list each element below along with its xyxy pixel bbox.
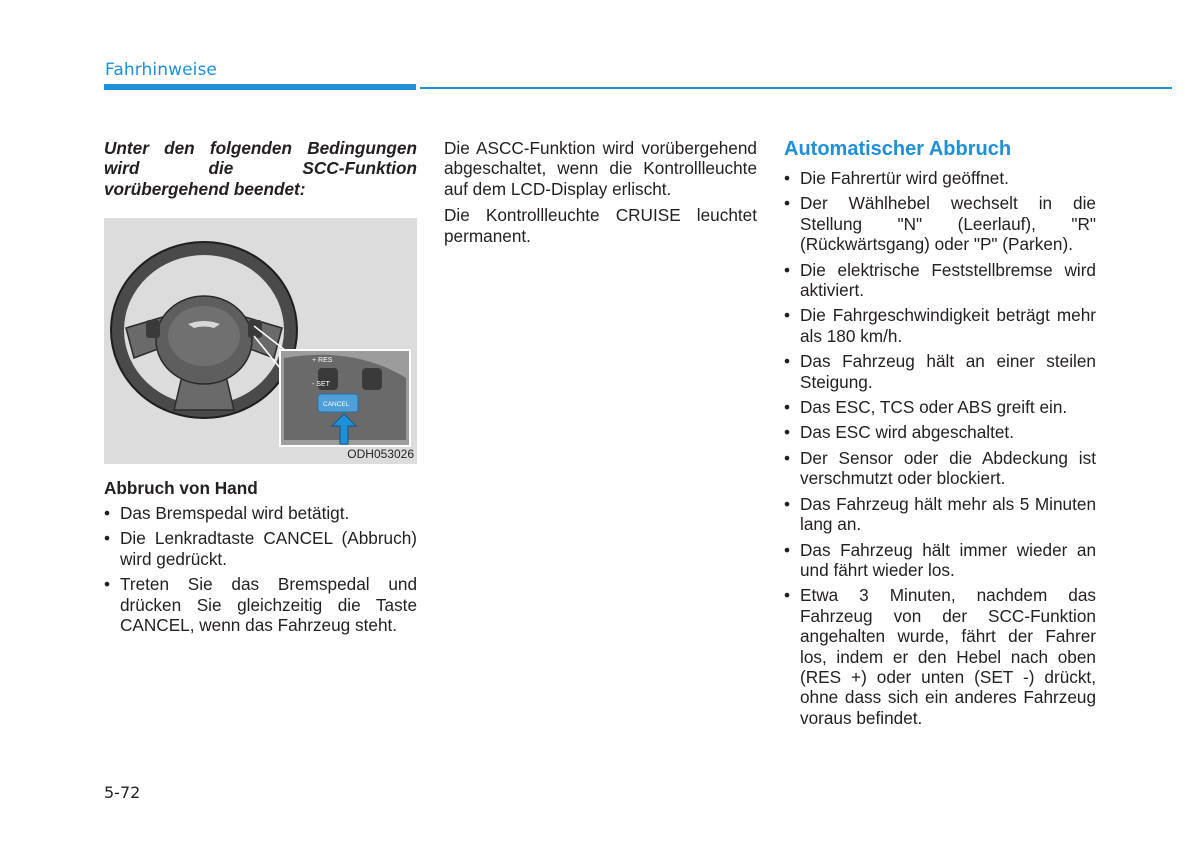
list-item: • Das Bremspedal wird betätigt. xyxy=(104,503,417,523)
left-column xyxy=(104,138,417,199)
auto-cancel-heading: Automatischer Abbruch xyxy=(784,138,1012,160)
italic-heading: Unter den folgenden Bedingungen wird die SCC-Funktion vorübergehend beendet: xyxy=(104,138,417,199)
paragraph: Die ASCC-Funktion wird vorübergehend abgeschaltet, wenn die Kontrollleuchte auf dem LCD-Display erlischt. xyxy=(444,138,757,199)
set-label: - SET xyxy=(312,381,330,388)
section-title: Fahrhinweise xyxy=(105,60,217,80)
list-item: • Das ESC wird abgeschaltet. xyxy=(784,422,1096,442)
list-item: • Das Fahrzeug hält mehr als 5 Minuten lang an. xyxy=(784,494,1096,535)
page-number: 5-72 xyxy=(104,783,141,802)
list-item: • Der Wählhebel wechselt in die Stellung "N" (Leerlauf), "R" (Rückwärtsgang) oder "P" (Parken). xyxy=(784,193,1096,254)
cancel-label: CANCEL xyxy=(323,401,350,408)
figure-label: ODH053026 xyxy=(347,447,414,461)
steering-wheel-illustration xyxy=(104,218,417,464)
manual-cancel-heading: Abbruch von Hand xyxy=(104,478,258,498)
list-item: • Die Lenkradtaste CANCEL (Abbruch) wird gedrückt. xyxy=(104,528,417,569)
list-item: • Etwa 3 Minuten, nachdem das Fahrzeug von der SCC-Funktion angehalten wurde, fährt der Fahrer los, indem er den Hebel nach oben (RES +) oder unten (SET -) drückt, ohne dass sich ein anderes Fahrzeug voraus befindet. xyxy=(784,585,1096,728)
middle-column xyxy=(444,138,757,252)
paragraph: Die Kontrollleuchte CRUISE leuchtet permanent. xyxy=(444,205,757,246)
list-item: • Das Fahrzeug hält immer wieder an und fährt wieder los. xyxy=(784,540,1096,581)
list-item: • Der Sensor oder die Abdeckung ist verschmutzt oder blockiert. xyxy=(784,448,1096,489)
manual-cancel-list xyxy=(104,503,417,640)
list-item: • Das Fahrzeug hält an einer steilen Steigung. xyxy=(784,351,1096,392)
header-rule-thick xyxy=(104,84,416,90)
res-label: + RES xyxy=(312,357,333,364)
steering-wheel-figure xyxy=(104,218,417,464)
auto-cancel-list xyxy=(784,168,1096,733)
list-item: • Das ESC, TCS oder ABS greift ein. xyxy=(784,397,1096,417)
list-item: • Die Fahrertür wird geöffnet. xyxy=(784,168,1096,188)
list-item: • Die Fahrgeschwindigkeit beträgt mehr als 180 km/h. xyxy=(784,305,1096,346)
list-item: • Treten Sie das Bremspedal und drücken Sie gleichzeitig die Taste CANCEL, wenn das Fahrzeug steht. xyxy=(104,574,417,635)
list-item: • Die elektrische Feststellbremse wird aktiviert. xyxy=(784,260,1096,301)
header-rule-thin xyxy=(420,87,1172,89)
